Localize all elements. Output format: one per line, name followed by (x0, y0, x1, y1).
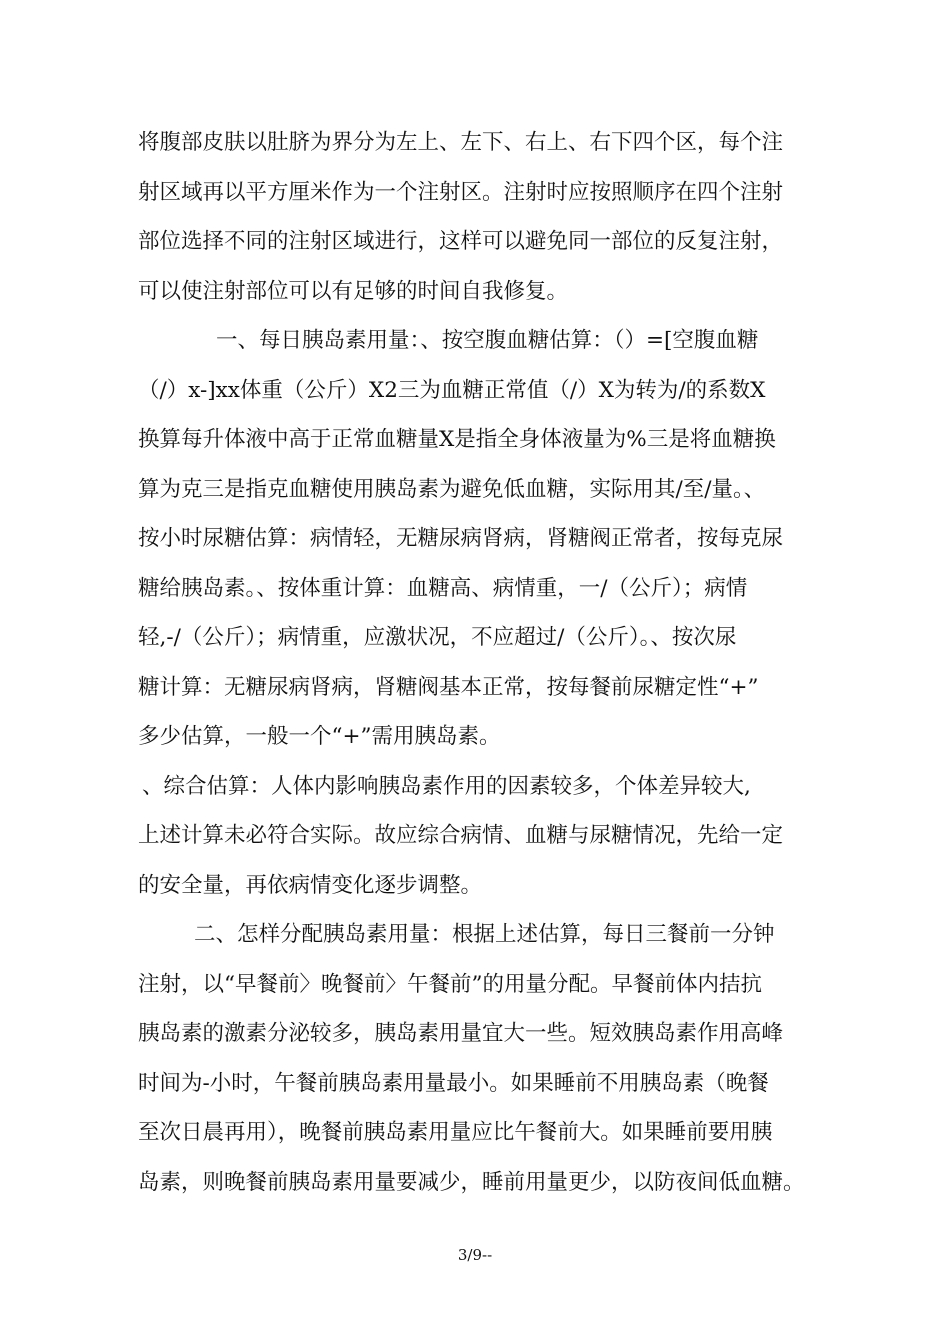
text-line: 轻,-/（公斤）；病情重，应激状况，不应超过/（公斤）。、按次尿 (138, 625, 737, 650)
text-line: 糖给胰岛素。、按体重计算：血糖高、病情重，一/（公斤）；病情 (138, 575, 748, 601)
text-line: （/）x-]xx体重（公斤）X2三为血糖正常值（/）X为转为/的系数X (138, 377, 766, 403)
text-line: 二、怎样分配胰岛素用量：根据上述估算，每日三餐前一分钟 (194, 922, 775, 947)
text-line: 胰岛素的激素分泌较多，胰岛素用量宜大一些。短效胰岛素作用高峰 (138, 1021, 784, 1046)
text-line: 一、每日胰岛素用量：、按空腹血糖估算：（）=[空腹血糖 (216, 328, 759, 353)
page-number: 3/9-- (457, 1246, 493, 1264)
text-line: 的安全量，再依病情变化逐步调整。 (138, 872, 483, 898)
text-line: 、综合估算：人体内影响胰岛素作用的因素较多，个体差异较大, (142, 773, 751, 799)
text-line: 算为克三是指克血糖使用胰岛素为避免低血糖，实际用其/至/量。、 (138, 476, 766, 502)
text-line: 上述计算未必符合实际。故应综合病情、血糖与尿糖情况，先给一定 (138, 823, 784, 848)
text-line: 至次日晨再用），晚餐前胰岛素用量应比午餐前大。如果睡前要用胰 (138, 1120, 773, 1145)
text-line: 射区域再以平方厘米作为一个注射区。注射时应按照顺序在四个注射 (138, 179, 784, 205)
text-line: 多少估算，一般一个“+”需用胰岛素。 (138, 724, 501, 749)
text-line: 可以使注射部位可以有足够的时间自我修复。 (138, 278, 569, 304)
text-line: 注射，以“早餐前〉晚餐前〉午餐前”的用量分配。早餐前体内拮抗 (138, 971, 762, 997)
text-line: 时间为-小时，午餐前胰岛素用量最小。如果睡前不用胰岛素（晚餐 (138, 1070, 769, 1096)
text-line: 将腹部皮肤以肚脐为界分为左上、左下、右上、右下四个区，每个注 (138, 130, 784, 155)
text-line: 换算每升体液中高于正常血糖量X是指全身体液量为%三是将血糖换 (138, 427, 776, 452)
text-line: 按小时尿糖估算：病情轻，无糖尿病肾病，肾糖阀正常者，按每克尿 (138, 526, 784, 551)
text-line: 岛素，则晚餐前胰岛素用量要减少，睡前用量更少，以防夜间低血糖。 (138, 1169, 805, 1195)
body-text (138, 118, 828, 1207)
text-line: 糖计算：无糖尿病肾病，肾糖阀基本正常，按每餐前尿糖定性“+” (138, 674, 759, 700)
text-line: 部位选择不同的注射区域进行，这样可以避免同一部位的反复注射， (138, 229, 784, 254)
